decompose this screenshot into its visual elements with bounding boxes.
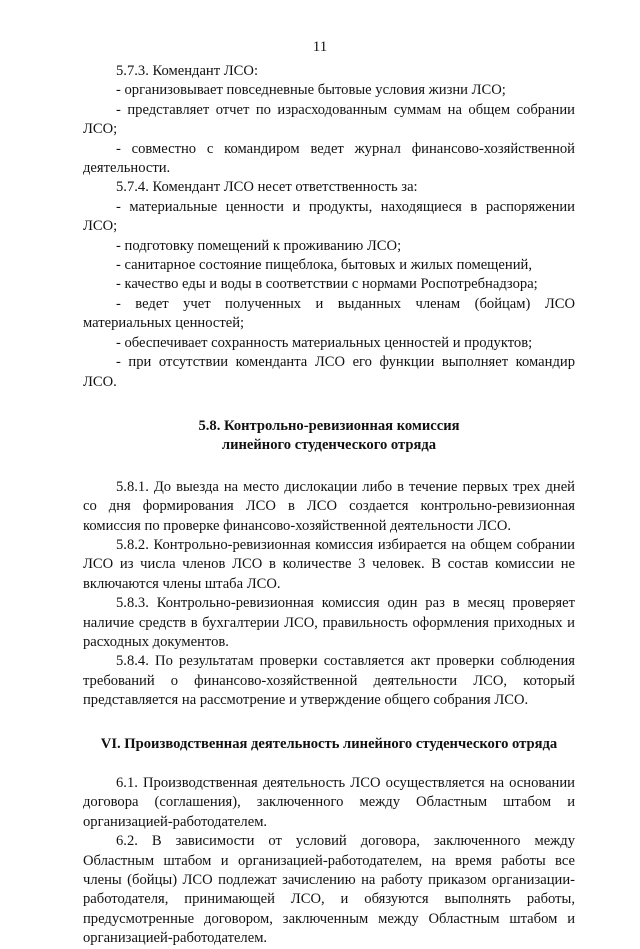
page-number: 11 [312, 39, 328, 55]
paragraph: 6.1. Производственная деятельность ЛСО осуществляется на основании договора (соглашения), заключенного между Областным штабом и организацией-работодателем. [83, 775, 575, 830]
list-item: - качество еды и воды в соответствии с нормами Роспотребнадзора; [116, 276, 538, 293]
list-item: - ведет учет полученных и выданных членам (бойцам) ЛСО материальных ценностей; [83, 295, 575, 332]
list-item: - материальные ценности и продукты, находящиеся в распоряжении ЛСО; [83, 198, 575, 235]
section-heading-line: линейного студенческого отряда [221, 437, 437, 454]
paragraph: 5.8.4. По результатам проверки составляется акт проверки соблюдения требований о финансово-хозяйственной деятельности ЛСО, который представляется на рассмотрение и утверждение общего собрания ЛСО. [83, 653, 575, 709]
page-content [83, 62, 575, 949]
paragraph: 6.2. В зависимости от условий договора, заключенного между Областным штабом и организацией-работодателем, на время работы все члены (бойцы) ЛСО подлежат зачислению на работу приказом организации-работодателя, принимающей ЛСО, и обязуются выполнять работы, предусмотренные договором, заключенным между Областным штабом и организацией-работодателем. [83, 833, 575, 947]
section-heading-line: 5.8. Контрольно-ревизионная комиссия [198, 417, 460, 434]
text-line: 5.7.3. Комендант ЛСО: [116, 63, 258, 79]
paragraph: 5.8.3. Контрольно-ревизионная комиссия один раз в месяц проверяет наличие средств в бухгалтерии ЛСО, правильность оформления приходных и расходных документов. [83, 595, 575, 650]
list-item: - представляет отчет по израсходованным суммам на общем собрании ЛСО; [83, 101, 575, 138]
section-5-7-3 [83, 62, 575, 178]
list-item: - совместно с командиром ведет журнал финансово-хозяйственной деятельности. [83, 140, 575, 177]
text-line: 5.7.4. Комендант ЛСО несет ответственность за: [116, 179, 418, 196]
list-item: - подготовку помещений к проживанию ЛСО; [116, 237, 402, 254]
paragraph: 5.8.2. Контрольно-ревизионная комиссия избирается на общем собрании ЛСО из числа членов ЛСО в количестве 3 человек. В состав комиссии не включаются члены штаба ЛСО. [83, 536, 575, 592]
section-6-body [83, 774, 575, 949]
section-heading-5-8 [83, 417, 575, 456]
section-5-8-body [83, 478, 575, 711]
list-item: - обеспечивает сохранность материальных ценностей и продуктов; [116, 334, 533, 351]
list-item: - санитарное состояние пищеблока, бытовых и жилых помещений, [116, 257, 532, 274]
list-item: - организовывает повседневные бытовые условия жизни ЛСО; [116, 82, 506, 99]
section-5-7-4 [83, 178, 575, 391]
section-heading-6 [83, 735, 575, 754]
list-item: - при отсутствии коменданта ЛСО его функции выполняет командир ЛСО. [83, 354, 575, 390]
paragraph: 5.8.1. До выезда на место дислокации либо в течение первых трех дней со дня формирования ЛСО в ЛСО создается контрольно-ревизионная комиссия по проверке финансово-хозяйственной деятельности ЛСО. [83, 478, 575, 534]
section-heading-line: VI. Производственная деятельность линейного студенческого отряда [100, 735, 558, 752]
